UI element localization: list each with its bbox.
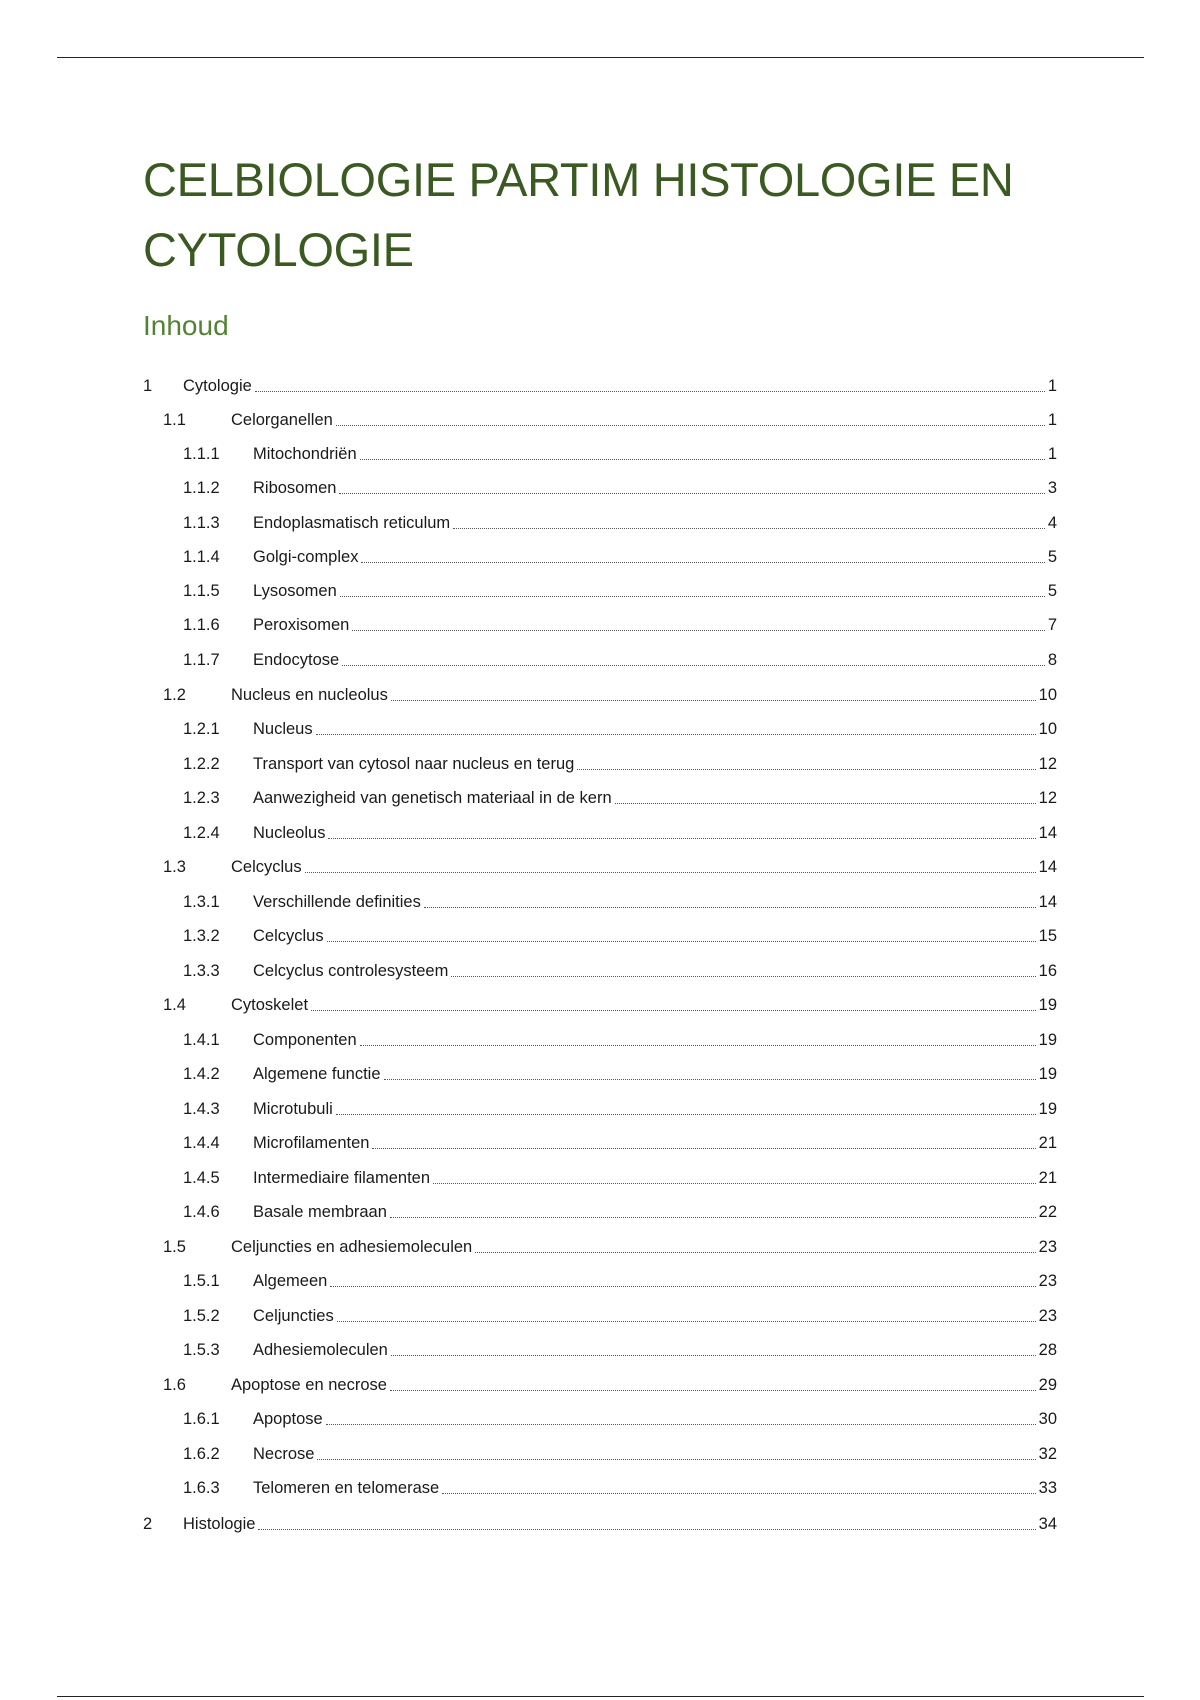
toc-entry-label: Celcyclus controlesysteem (253, 962, 449, 980)
toc-dot-leader (330, 1286, 1035, 1287)
toc-entry-label: Peroxisomen (253, 616, 350, 634)
toc-entry-label: Telomeren en telomerase (253, 1479, 440, 1497)
toc-entry[interactable] (163, 681, 1057, 705)
toc-entry-number: 1.4.6 (183, 1203, 220, 1221)
toc-entry-page: 21 (1038, 1134, 1057, 1152)
toc-entry-number: 1.6.2 (183, 1445, 220, 1463)
toc-dot-leader (384, 1079, 1036, 1080)
toc-entry-label: Aanwezigheid van genetisch materiaal in de kern (253, 789, 612, 807)
toc-entry-label: Nucleolus (253, 824, 326, 842)
header-rule (57, 57, 1144, 58)
toc-entry-page: 12 (1038, 789, 1057, 807)
toc-entry-number: 1.2.1 (183, 720, 220, 738)
toc-entry[interactable] (183, 922, 1057, 946)
toc-entry[interactable] (183, 1164, 1057, 1188)
toc-entry[interactable] (183, 1129, 1057, 1153)
toc-entry-page: 15 (1038, 927, 1057, 945)
toc-dot-leader (327, 941, 1036, 942)
toc-entry-label: Lysosomen (253, 582, 337, 600)
toc-entry[interactable] (183, 1026, 1057, 1050)
toc-dot-leader (391, 700, 1036, 701)
toc-dot-leader (352, 630, 1045, 631)
toc-dot-leader (424, 907, 1036, 908)
toc-entry-label: Microtubuli (253, 1100, 333, 1118)
toc-entry-page: 30 (1038, 1410, 1057, 1428)
footer-rule (57, 1696, 1144, 1697)
toc-entry-label: Apoptose en necrose (231, 1376, 387, 1394)
toc-entry-label: Nucleus (253, 720, 313, 738)
toc-entry-label: Necrose (253, 1445, 315, 1463)
toc-entry-number: 1.1.3 (183, 514, 220, 532)
toc-dot-leader (336, 1114, 1036, 1115)
toc-entry-label: Algemeen (253, 1272, 328, 1290)
toc-entry-page: 34 (1038, 1515, 1057, 1533)
toc-entry-page: 28 (1038, 1341, 1057, 1359)
toc-entry-page: 1 (1047, 411, 1057, 429)
toc-entry[interactable] (183, 474, 1057, 498)
toc-dot-leader (453, 528, 1045, 529)
toc-entry-page: 16 (1038, 962, 1057, 980)
toc-entry-label: Cytoskelet (231, 996, 309, 1014)
toc-entry-page: 19 (1038, 1031, 1057, 1049)
toc-entry-label: Microfilamenten (253, 1134, 370, 1152)
toc-dot-leader (390, 1217, 1036, 1218)
toc-entry-number: 1.2 (163, 686, 186, 704)
toc-entry[interactable] (183, 888, 1057, 912)
toc-dot-leader (442, 1493, 1035, 1494)
toc-entry-page: 8 (1047, 651, 1057, 669)
toc-entry[interactable] (183, 957, 1057, 981)
toc-heading: Inhoud (143, 310, 229, 341)
toc-entry-number: 2 (143, 1515, 153, 1533)
toc-entry-page: 5 (1047, 548, 1057, 566)
toc-entry-number: 1.6 (163, 1376, 186, 1394)
toc-entry-number: 1.6.3 (183, 1479, 220, 1497)
toc-entry-page: 12 (1038, 755, 1057, 773)
toc-entry-label: Apoptose (253, 1410, 323, 1428)
toc-entry-number: 1.1.5 (183, 582, 220, 600)
toc-entry[interactable] (183, 715, 1057, 739)
toc-dot-leader (372, 1148, 1035, 1149)
toc-dot-leader (342, 665, 1045, 666)
toc-entry-label: Celcyclus (253, 927, 324, 945)
toc-entry-page: 7 (1047, 616, 1057, 634)
toc-entry-number: 1.4.5 (183, 1169, 220, 1187)
toc-entry[interactable] (163, 991, 1057, 1015)
toc-dot-leader (391, 1355, 1036, 1356)
toc-entry-number: 1.4.1 (183, 1031, 220, 1049)
toc-entry-number: 1.2.4 (183, 824, 220, 842)
toc-entry-label: Ribosomen (253, 479, 337, 497)
toc-entry[interactable] (183, 543, 1057, 567)
toc-entry-label: Endocytose (253, 651, 340, 669)
toc-entry[interactable] (183, 819, 1057, 843)
toc-entry-number: 1 (143, 377, 153, 395)
toc-entry-page: 19 (1038, 1065, 1057, 1083)
toc-entry-number: 1.3.3 (183, 962, 220, 980)
toc-entry-number: 1.1.1 (183, 445, 220, 463)
toc-entry-page: 23 (1038, 1238, 1057, 1256)
toc-dot-leader (340, 596, 1045, 597)
toc-entry-number: 1.2.2 (183, 755, 220, 773)
toc-entry-page: 22 (1038, 1203, 1057, 1221)
toc-entry-page: 1 (1047, 445, 1057, 463)
toc-entry-page: 5 (1047, 582, 1057, 600)
toc-entry-label: Celcyclus (231, 858, 302, 876)
toc-entry[interactable] (183, 784, 1057, 808)
toc-entry-label: Verschillende definities (253, 893, 421, 911)
toc-entry[interactable] (183, 1405, 1057, 1429)
toc-entry[interactable] (183, 611, 1057, 635)
toc-entry[interactable] (143, 372, 1057, 396)
toc-entry-page: 3 (1047, 479, 1057, 497)
toc-entry-page: 19 (1038, 1100, 1057, 1118)
toc-entry-number: 1.4.3 (183, 1100, 220, 1118)
toc-entry-label: Endoplasmatisch reticulum (253, 514, 451, 532)
toc-entry[interactable] (183, 1198, 1057, 1222)
toc-entry[interactable] (183, 1302, 1057, 1326)
toc-entry-label: Celjuncties en adhesiemoleculen (231, 1238, 473, 1256)
toc-entry-label: Cytologie (183, 377, 252, 395)
toc-dot-leader (475, 1252, 1035, 1253)
toc-dot-leader (361, 562, 1044, 563)
toc-entry[interactable] (183, 440, 1057, 464)
toc-entry-number: 1.1.6 (183, 616, 220, 634)
toc-dot-leader (255, 391, 1045, 392)
toc-entry[interactable] (163, 406, 1057, 430)
toc-entry-label: Adhesiemoleculen (253, 1341, 388, 1359)
toc-entry-number: 1.2.3 (183, 789, 220, 807)
toc-entry-number: 1.6.1 (183, 1410, 220, 1428)
toc-dot-leader (336, 425, 1045, 426)
toc-entry[interactable] (183, 577, 1057, 601)
toc-entry-number: 1.5.2 (183, 1307, 220, 1325)
toc-dot-leader (360, 1045, 1036, 1046)
toc-entry-number: 1.5.1 (183, 1272, 220, 1290)
toc-entry-label: Transport van cytosol naar nucleus en terug (253, 755, 575, 773)
toc-entry-page: 10 (1038, 720, 1057, 738)
toc-dot-leader (316, 734, 1036, 735)
toc-entry-label: Intermediaire filamenten (253, 1169, 431, 1187)
toc-entry-label: Algemene functie (253, 1065, 381, 1083)
toc-entry[interactable] (183, 509, 1057, 533)
toc-entry[interactable] (183, 1474, 1057, 1498)
toc-entry-number: 1.1 (163, 411, 186, 429)
toc-entry[interactable] (143, 1510, 1057, 1534)
toc-entry[interactable] (183, 1267, 1057, 1291)
toc-entry[interactable] (183, 750, 1057, 774)
toc-entry-page: 14 (1038, 824, 1057, 842)
toc-entry[interactable] (183, 646, 1057, 670)
toc-entry-number: 1.4.4 (183, 1134, 220, 1152)
toc-entry-page: 10 (1038, 686, 1057, 704)
toc-dot-leader (360, 459, 1045, 460)
toc-entry[interactable] (183, 1060, 1057, 1084)
toc-entry-label: Mitochondriën (253, 445, 357, 463)
toc-dot-leader (577, 769, 1035, 770)
toc-entry-page: 21 (1038, 1169, 1057, 1187)
toc-entry-number: 1.1.7 (183, 651, 220, 669)
toc-entry-page: 23 (1038, 1272, 1057, 1290)
toc-dot-leader (337, 1321, 1036, 1322)
toc-dot-leader (433, 1183, 1036, 1184)
toc-entry-number: 1.4.2 (183, 1065, 220, 1083)
toc-dot-leader (258, 1529, 1035, 1530)
toc-entry-label: Basale membraan (253, 1203, 387, 1221)
toc-entry-page: 23 (1038, 1307, 1057, 1325)
toc-entry[interactable] (163, 1371, 1057, 1395)
toc-entry[interactable] (183, 1336, 1057, 1360)
toc-dot-leader (328, 838, 1035, 839)
toc-entry-page: 33 (1038, 1479, 1057, 1497)
toc-entry-label: Golgi-complex (253, 548, 359, 566)
toc-entry-number: 1.1.4 (183, 548, 220, 566)
toc-entry-page: 29 (1038, 1376, 1057, 1394)
toc-entry-number: 1.3 (163, 858, 186, 876)
toc-entry-number: 1.3.2 (183, 927, 220, 945)
toc-dot-leader (615, 803, 1036, 804)
toc-entry-label: Celorganellen (231, 411, 333, 429)
toc-dot-leader (311, 1010, 1036, 1011)
toc-entry-page: 4 (1047, 514, 1057, 532)
toc-entry-label: Nucleus en nucleolus (231, 686, 388, 704)
toc-entry-number: 1.1.2 (183, 479, 220, 497)
toc-entry-number: 1.5 (163, 1238, 186, 1256)
toc-entry-page: 14 (1038, 893, 1057, 911)
toc-entry[interactable] (163, 1233, 1057, 1257)
toc-dot-leader (339, 493, 1044, 494)
toc-entry-label: Histologie (183, 1515, 256, 1533)
toc-entry[interactable] (163, 853, 1057, 877)
toc-entry-page: 32 (1038, 1445, 1057, 1463)
toc-dot-leader (390, 1390, 1036, 1391)
toc-entry-label: Celjuncties (253, 1307, 334, 1325)
toc-dot-leader (317, 1459, 1035, 1460)
toc-dot-leader (305, 872, 1036, 873)
toc-dot-leader (451, 976, 1035, 977)
toc-dot-leader (326, 1424, 1036, 1425)
document-title: CELBIOLOGIE PARTIM HISTOLOGIE EN CYTOLOGIE (143, 153, 1014, 276)
toc-entry-label: Componenten (253, 1031, 357, 1049)
toc-entry-number: 1.5.3 (183, 1341, 220, 1359)
toc-entry[interactable] (183, 1095, 1057, 1119)
toc-entry-number: 1.3.1 (183, 893, 220, 911)
toc-entry-page: 1 (1047, 377, 1057, 395)
toc-entry-number: 1.4 (163, 996, 186, 1014)
toc-entry-page: 19 (1038, 996, 1057, 1014)
toc-entry-page: 14 (1038, 858, 1057, 876)
toc-entry[interactable] (183, 1440, 1057, 1464)
